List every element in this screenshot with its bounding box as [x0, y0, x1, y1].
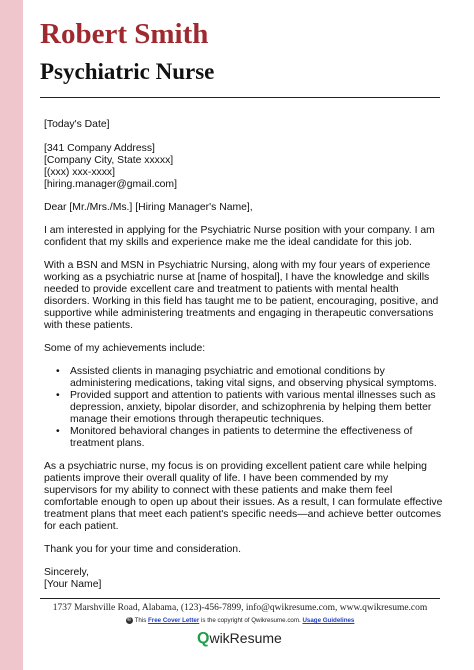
salutation: Dear [Mr./Mrs./Ms.] [Hiring Manager's Name], — [44, 202, 253, 213]
header-divider — [40, 97, 440, 98]
copyright-notice — [40, 617, 440, 624]
usage-guidelines-link[interactable]: Usage Guidelines — [302, 617, 355, 625]
recipient-address — [44, 143, 444, 191]
signature: [Your Name] — [44, 579, 102, 590]
address-line: [Company City, State xxxxx] — [44, 155, 174, 166]
applicant-name: Robert Smith — [40, 18, 209, 50]
closing: Sincerely, — [44, 567, 89, 578]
achievement-item: • Monitored behavioral changes in patients to determine the effectiveness of treatment plans. — [58, 426, 444, 450]
copyright-prefix: This — [134, 617, 149, 625]
achievements-list — [44, 366, 444, 450]
address-line: [(xxx) xxx-xxxx] — [44, 167, 115, 178]
paragraph-focus: As a psychiatric nurse, my focus is on providing excellent patient care while helping patients improve their overall quality of life. I have been commended by my supervisors for my ability to connect with these patients and make them feel comfortable enough to open up about their issues. As a result, I can formulate effective treatment plans that meet each patient's specific needs—and achieve better outcomes for each patient. — [44, 461, 443, 532]
address-line: [hiring.manager@gmail.com] — [44, 179, 177, 190]
job-title: Psychiatric Nurse — [40, 59, 215, 84]
copyright-icon: © — [127, 617, 132, 623]
address-line: [341 Company Address] — [44, 143, 155, 154]
letter-date: [Today's Date] — [44, 119, 110, 130]
letter-body — [44, 119, 444, 591]
footer-divider — [40, 598, 440, 599]
paragraph-intro: I am interested in applying for the Psychiatric Nurse position with your company. I am confident that my skills and experience make me the ideal candidate for this job. — [44, 225, 435, 248]
paragraph-experience: With a BSN and MSN in Psychiatric Nursing, along with my four years of experience working as a psychiatric nurse at [name of hospital], I have the knowledge and skills needed to provide excellent care and treatment to patients with mental health disorders. Working in this field has taught me to be patient, encouraging, positive, and supportive while administering treatments and engaging in therapeutic conversations with these patients. — [44, 260, 439, 331]
thanks-line: Thank you for your time and consideration. — [44, 544, 241, 555]
footer-contact: 1737 Marshville Road, Alabama, (123)-456-7899, info@qwikresume.com, www.qwikresume.com — [52, 603, 428, 613]
achievement-item: • Provided support and attention to patients with various mental illnesses such as depression, anxiety, bipolar disorder, and schizophrenia by helping them better manage their emotions through therapeutic techniques. — [58, 390, 444, 426]
achievement-item: • Assisted clients in managing psychiatric and emotional conditions by administering medications, taking vital signs, and observing physical symptoms. — [58, 366, 444, 390]
qwikresume-logo: QwikResume — [197, 630, 282, 647]
copyright-middle: is the copyright of Qwikresume.com. — [199, 617, 303, 625]
achievements-intro: Some of my achievements include: — [44, 343, 206, 354]
decorative-side-bar — [0, 0, 23, 670]
free-cover-letter-link[interactable]: Free Cover Letter — [148, 617, 200, 625]
